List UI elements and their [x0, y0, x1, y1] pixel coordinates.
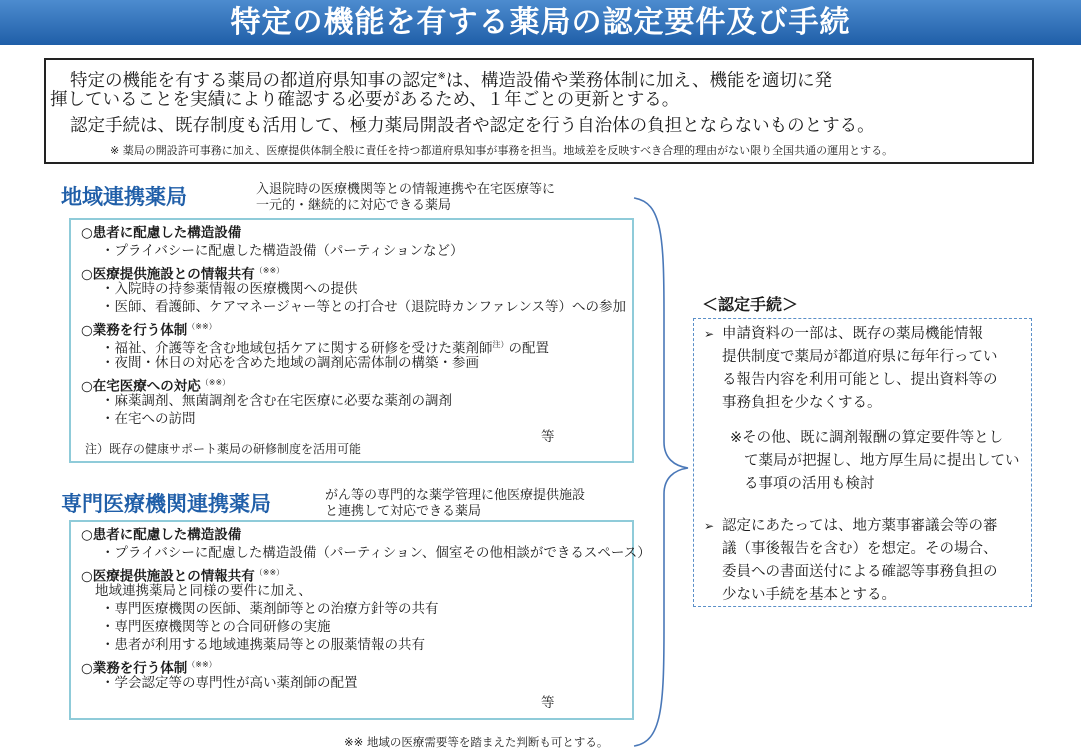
intro-line-3: 認定手続は、既存制度も活用して、極力薬局開設者や認定を行う自治体の負担とならないものとする。 [70, 116, 875, 136]
procedure-b1-line-1: 申請資料の一部は、既存の薬局機能情報 [722, 326, 983, 342]
regional-h3-item-2: ・夜間・休日の対応を含めた地域の調剤応需体制の構築・参画 [101, 355, 479, 371]
regional-desc-1: 入退院時の医療機関等との情報連携や在宅医療等に [256, 182, 556, 197]
procedure-b2-line-4: 少ない手続を基本とする。 [722, 587, 896, 603]
specialized-h2-plain: 地域連携薬局と同様の要件に加え、 [95, 583, 312, 599]
regional-title: 地域連携薬局 [61, 185, 187, 209]
intro-line-1: 特定の機能を有する薬局の都道府県知事の認定※は、構造設備や業務体制に加え、機能を適切に発 [70, 70, 832, 91]
procedure-b1-note-3: る事項の活用も検討 [744, 476, 875, 492]
brace-connector [632, 196, 692, 748]
specialized-h3: ○業務を行う体制（※※） [81, 660, 217, 677]
specialized-h1-item-1: ・プライバシーに配慮した構造設備（パーティション、個室その他相談ができるスペース） [101, 545, 651, 561]
intro-line-2: 揮していることを実績により確認する必要があるため、１年ごとの更新とする。 [50, 90, 680, 110]
specialized-requirements-box [69, 520, 651, 720]
regional-h2-item-2: ・医師、看護師、ケアマネージャー等との打合せ（退院時カンファレンス等）への参加 [101, 299, 626, 315]
specialized-h2: ○医療提供施設との情報共有（※※） [81, 568, 285, 585]
procedure-bullet-1-icon: ➢ [704, 327, 715, 341]
specialized-etc: 等 [541, 695, 555, 711]
procedure-b1-note-2: て薬局が把握し、地方厚生局に提出してい [744, 453, 1020, 469]
specialized-title: 専門医療機関連携薬局 [61, 492, 271, 516]
regional-h2: ○医療提供施設との情報共有（※※） [81, 266, 285, 283]
regional-etc: 等 [541, 429, 555, 445]
procedure-b2-line-2: 議（事後報告を含む）を想定。その場合、 [722, 541, 998, 557]
regional-h3-item-1: ・福祉、介護等を含む地域包括ケアに関する研修を受けた薬剤師$^{注)}$の配置 [101, 340, 549, 357]
procedure-box [693, 318, 1032, 607]
footnote: ※※ 地域の医療需要等を踏まえた判断も可とする。 [344, 735, 609, 749]
regional-h4-item-1: ・麻薬調剤、無菌調剤を含む在宅医療に必要な薬剤の調剤 [101, 393, 452, 409]
procedure-b1-line-4: 事務負担を少なくする。 [722, 395, 882, 411]
page-title: 特定の機能を有する薬局の認定要件及び手続 [230, 5, 851, 40]
specialized-h1: ○患者に配慮した構造設備 [81, 527, 242, 543]
intro-box [44, 58, 1034, 164]
regional-h4: ○在宅医療への対応（※※） [81, 378, 231, 395]
specialized-h2-item-3: ・患者が利用する地域連携薬局等との服薬情報の共有 [101, 637, 425, 653]
procedure-b1-line-3: る報告内容を利用可能とし、提出資料等の [722, 372, 998, 388]
regional-h4-item-2: ・在宅への訪問 [101, 411, 196, 427]
procedure-b2-line-1: 認定にあたっては、地方薬事審議会等の審 [722, 518, 998, 534]
regional-h1-item-1: ・プライバシーに配慮した構造設備（パーティションなど） [101, 243, 464, 259]
procedure-title: ＜認定手続＞ [702, 295, 799, 314]
specialized-h2-item-1: ・専門医療機関の医師、薬剤師等との治療方針等の共有 [101, 601, 439, 617]
regional-desc-2: 一元的・継続的に対応できる薬局 [256, 198, 452, 213]
procedure-b2-line-3: 委員への書面送付による確認等事務負担の [722, 564, 998, 580]
specialized-desc-2: と連携して対応できる薬局 [325, 504, 482, 519]
regional-note: 注）既存の健康サポート薬局の研修制度を活用可能 [85, 442, 362, 456]
procedure-b1-note-1: ※その他、既に調剤報酬の算定要件等とし [730, 430, 1004, 446]
intro-note: ※ 薬局の開設許可事務に加え、医療提供体制全般に責任を持つ都道府県知事が事務を担当。地域差を反映すべき合理的理由がない限り全国共通の運用とする。 [110, 144, 894, 157]
specialized-h3-item-1: ・学会認定等の専門性が高い薬剤師の配置 [101, 675, 358, 691]
regional-h3: ○業務を行う体制（※※） [81, 322, 217, 339]
procedure-b1-line-2: 提供制度で薬局が都道府県に毎年行ってい [722, 349, 998, 365]
regional-h2-item-1: ・入院時の持参薬情報の医療機関への提供 [101, 281, 358, 297]
specialized-h2-item-2: ・専門医療機関等との合同研修の実施 [101, 619, 331, 635]
procedure-bullet-2-icon: ➢ [704, 519, 715, 533]
regional-requirements-box [69, 218, 634, 463]
specialized-desc-1: がん等の専門的な薬学管理に他医療提供施設 [325, 488, 586, 503]
regional-h1: ○患者に配慮した構造設備 [81, 225, 242, 241]
